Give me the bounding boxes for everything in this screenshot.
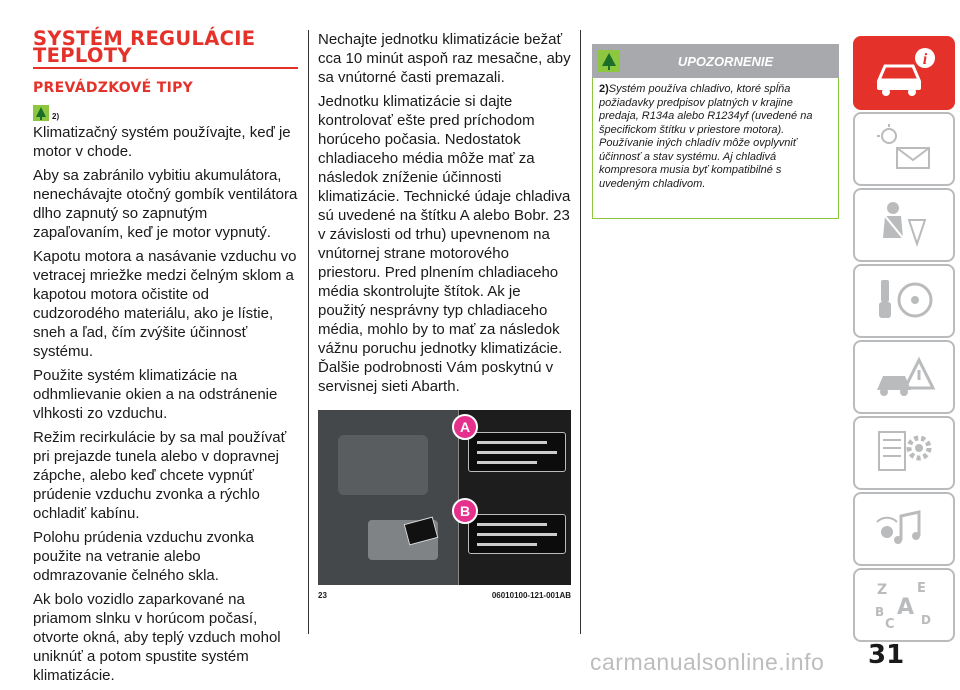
figure-code: 06010100-121-001AB (491, 591, 571, 600)
tab-dashboard[interactable] (853, 112, 955, 186)
column-divider (308, 30, 309, 634)
callout-badge-a: A (452, 414, 478, 440)
page-number: 31 (868, 640, 905, 670)
paragraph: Ak bolo vozidlo zaparkované na priamom slnku v horúcom počasí, otvorte okná, aby teplý vzduch mohol uniknúť a potom spustite systém klimatizácie. (33, 591, 281, 684)
svg-text:i: i (922, 51, 928, 68)
emergency-icon (873, 350, 937, 402)
refrigerant-label-a (468, 432, 566, 472)
tab-multimedia[interactable] (853, 492, 955, 566)
warning-title: UPOZORNENIE (677, 54, 774, 69)
warning-box (592, 78, 839, 219)
paragraph: Jednotku klimatizácie si dajte kontrolovať ešte pred príchodom horúceho počasia. Nedostatok chladiaceho média môže mať za následok zníženie účinnosti klimatizácie. Technické údaje chladiva sú uvedené na štítku A alebo Bobr. 23 v závislosti od trhu) upevnenom na vnútornej strane motorového priestoru. Pred plnením chladiaceho média skontrolujte štítok. Ak je použitý nesprávny typ chladiaceho média, mohlo by to mať za následok vážnu poruchu jednotky klimatizácie. Ďalšie podrobnosti Vám poskytnú v servisnej sieti Abarth. (318, 93, 571, 395)
svg-text:B: B (875, 605, 885, 619)
index-icon (873, 578, 937, 630)
callout-badge-b: B (452, 498, 478, 524)
paragraph: Kapotu motora a nasávanie vzduchu vo vetracej mriežke medzi čelným sklom a kapotou motora očistite od cudzorodého materiálu, ako je lístie, sneh a ľad, čím zvýšite účinnosť systému. (33, 248, 297, 360)
warning-header (592, 44, 839, 78)
car-info-icon (873, 46, 937, 98)
svg-text:E: E (917, 581, 926, 596)
svg-text:A: A (897, 595, 915, 620)
warning-tree-icon (33, 105, 49, 121)
column-left (33, 27, 298, 690)
maintenance-icon (873, 426, 937, 478)
warning-reference (33, 104, 298, 121)
paragraph: Polohu prúdenia vzduchu zvonka použite na vetranie alebo odmrazovanie čelného skla. (33, 529, 254, 584)
figure-caption (318, 591, 571, 600)
refrigerant-label-b (468, 514, 566, 554)
watermark: carmanualsonline.info (590, 649, 825, 675)
section-title-line1: SYSTÉM REGULÁCIE (33, 27, 256, 50)
section-title-line2: TEPLOTY (33, 44, 132, 67)
column-middle (318, 30, 571, 600)
seat-safety-icon (873, 198, 937, 250)
multimedia-icon (873, 502, 937, 554)
engine-photo (318, 410, 571, 585)
tab-car-info[interactable] (853, 36, 955, 110)
column-right (592, 44, 839, 219)
paragraph: Režim recirkulácie by sa mal používať pri prejazde tunela alebo v dopravnej zápche, alebo keď chcete vypnúť prúdenie vzduchu zvonka a rýchlo ochladiť kabínu. (33, 429, 287, 522)
warning-body: Systém používa chladivo, ktoré spĺňa požiadavky predpisov platných v krajine predaja, R134a alebo R1234yf (uvedené na špecifickom štítku v priestore motora). Používanie iných chladív môže ovplyvniť účinnosť a stav systému. Aj chladivá kompresora musia byť kompatibilné s uvedeným chladivom. (599, 83, 813, 190)
section-title (33, 27, 298, 67)
tab-emergency[interactable] (853, 340, 955, 414)
key-steering-icon (873, 274, 937, 326)
tab-index[interactable] (853, 568, 955, 642)
paragraph: Nechajte jednotku klimatizácie bežať cca 10 minút aspoň raz mesačne, aby sa vnútorné časti premazali. (318, 31, 571, 86)
tab-start-drive[interactable] (853, 264, 955, 338)
paragraph: Aby sa zabránilo vybitiu akumulátora, nenechávajte otočný gombík ventilátora dlho zapnutý so zapnutým zapaľovaním, keď je motor vypnutý. (33, 167, 298, 241)
warning-ref: 2) (599, 83, 609, 95)
tab-safety[interactable] (853, 188, 955, 262)
paragraph: Klimatizačný systém používajte, keď je motor v chode. (33, 124, 291, 160)
column-divider (580, 30, 581, 634)
warning-reference-number: 2) (52, 112, 60, 121)
paragraph: Použite systém klimatizácie na odhmlievanie okien a na odstránenie vlhkosti zo vzduchu. (33, 367, 278, 422)
svg-text:D: D (921, 613, 931, 627)
warning-text (599, 83, 834, 191)
section-subtitle: PREVÁDZKOVÉ TIPY (33, 80, 194, 96)
svg-text:Z: Z (877, 582, 888, 598)
title-rule (33, 67, 298, 69)
figure-number: 23 (318, 591, 327, 600)
tab-maintenance[interactable] (853, 416, 955, 490)
dashboard-lights-icon (873, 122, 937, 174)
svg-text:C: C (885, 617, 895, 630)
